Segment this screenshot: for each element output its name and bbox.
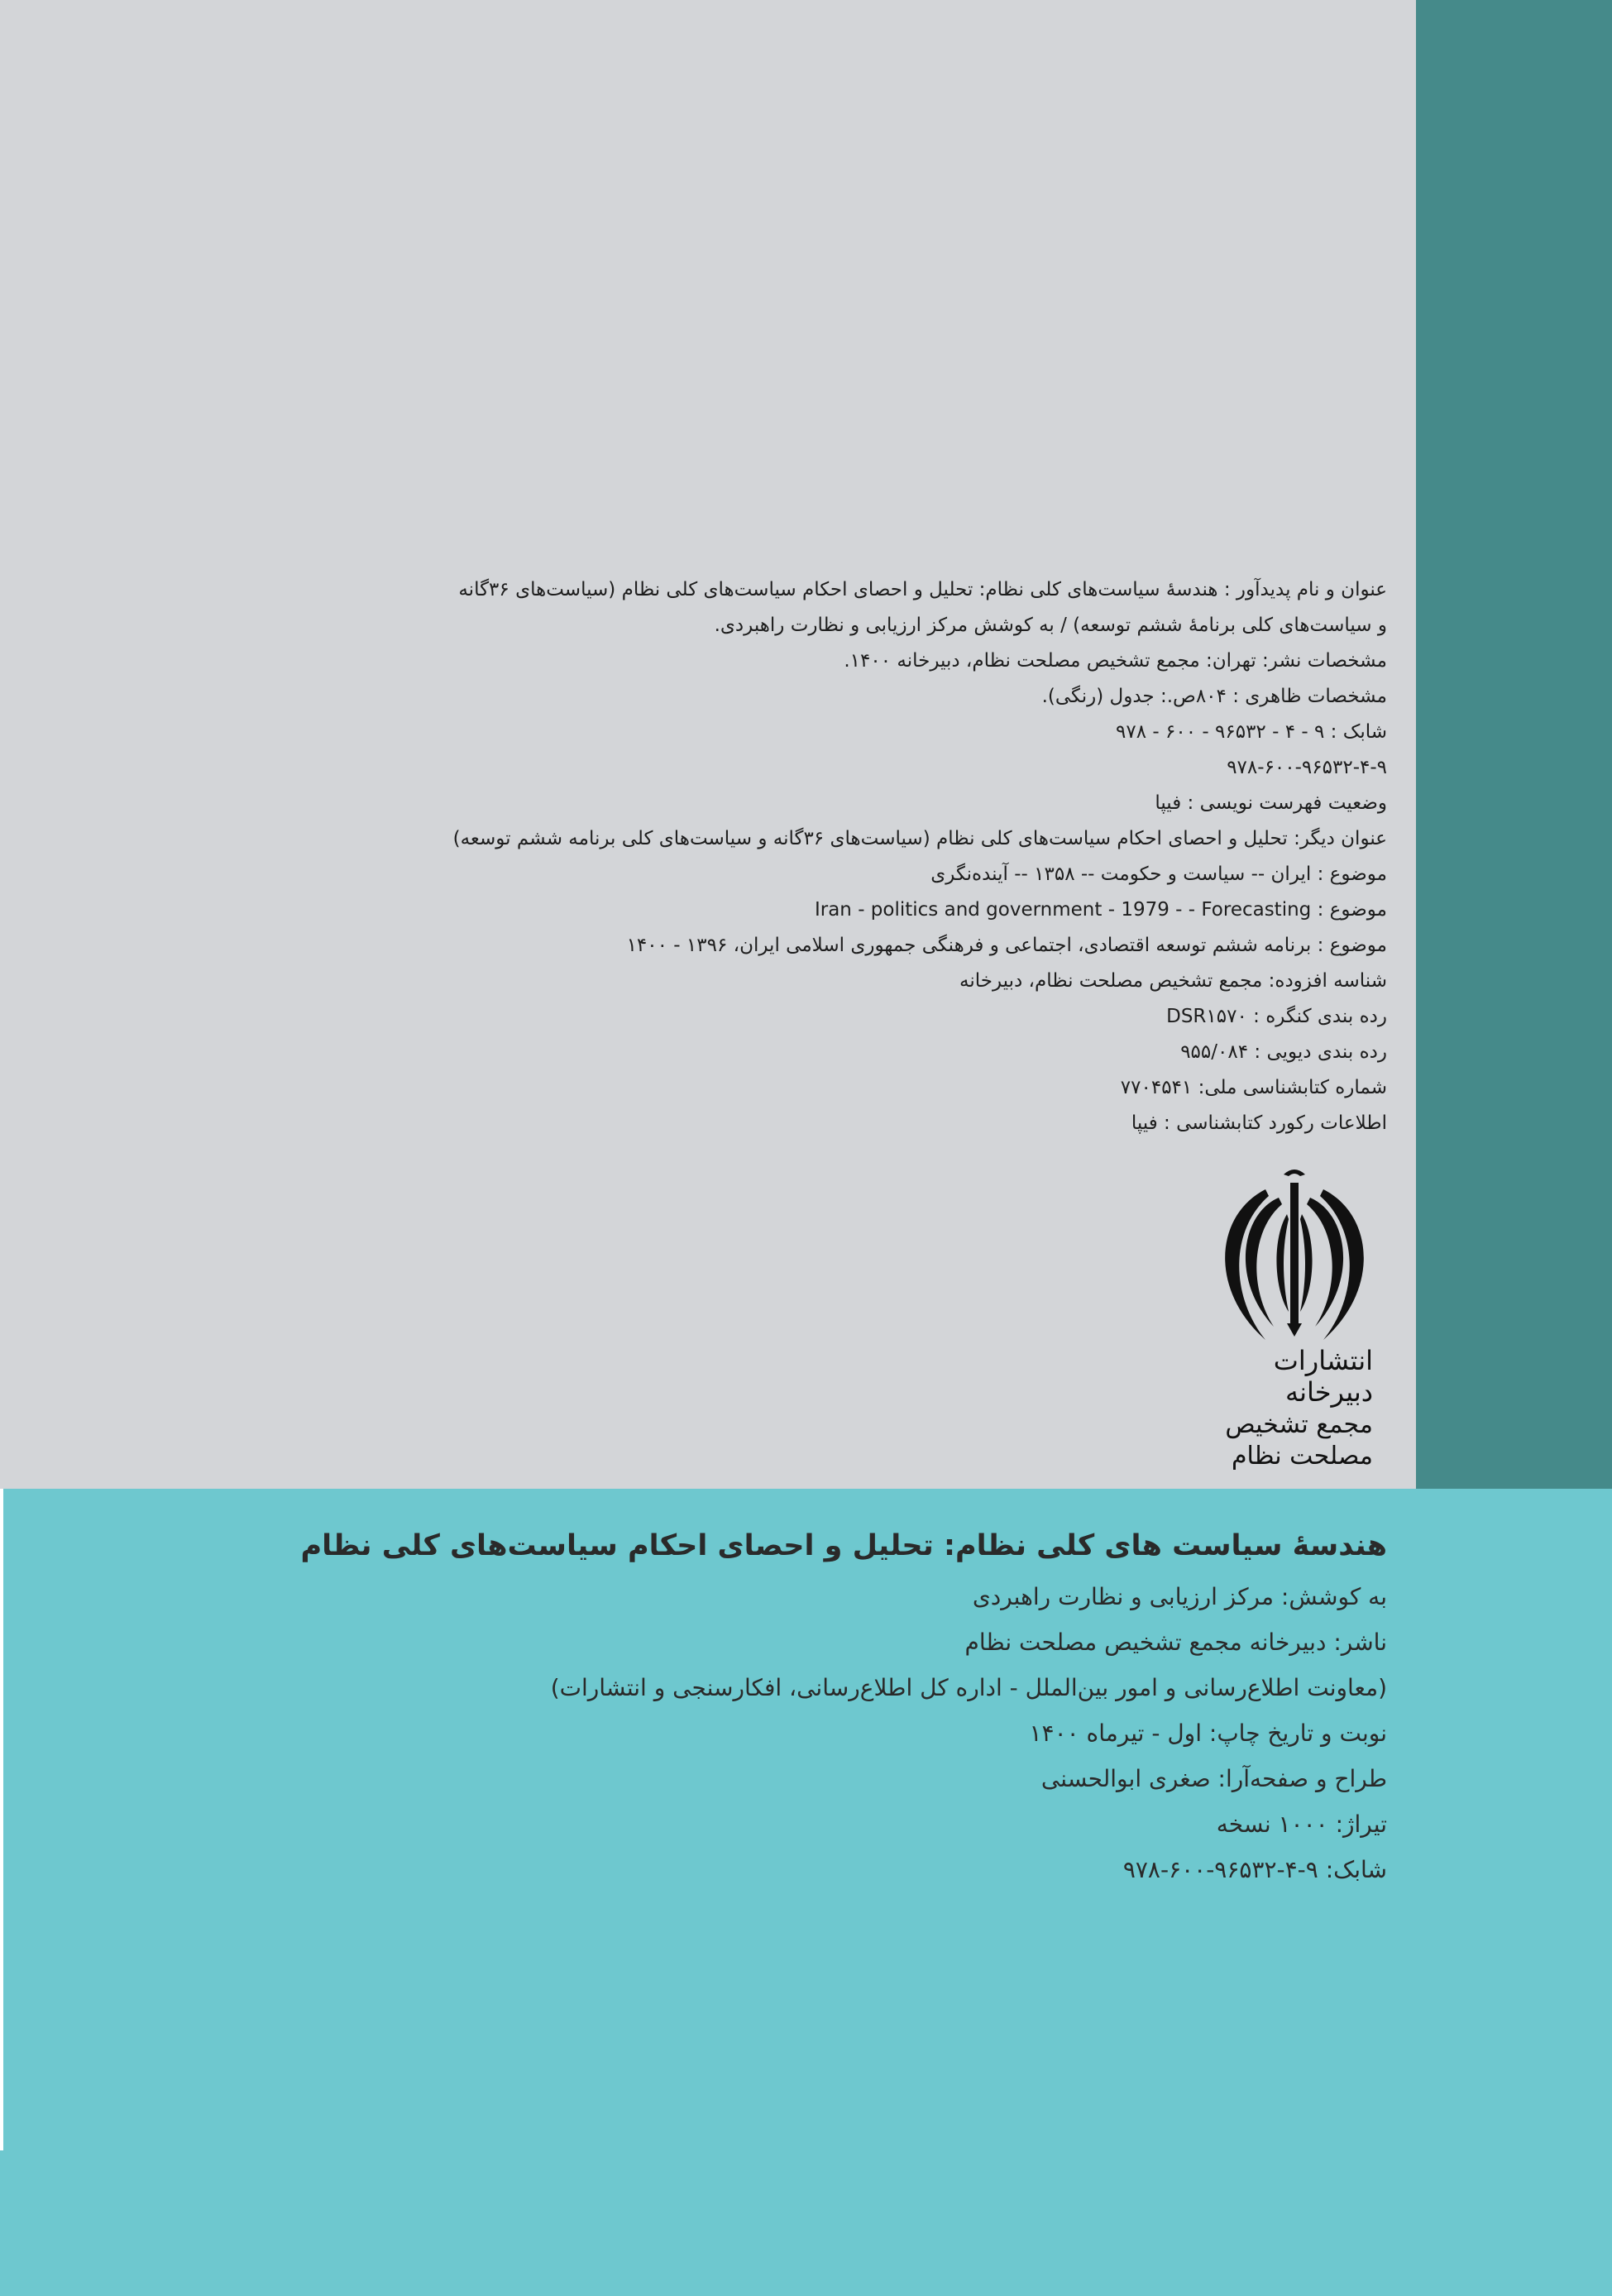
catalog-record-info: اطلاعات رکورد کتابشناسی : فیپا <box>1131 1112 1387 1134</box>
catalog-added-entry: شناسه افزوده: مجمع تشخیص مصلحت نظام، دبیرخانه <box>959 970 1387 992</box>
catalog-subject-1: موضوع : ایران -- سیاست و حکومت -- ۱۳۵۸ -- آینده‌نگری <box>930 863 1387 885</box>
catalog-isbn-value: ۹۷۸-۶۰۰-۹۶۵۳۲-۴-۹ <box>1227 757 1387 778</box>
cataloging-data <box>353 572 1387 1141</box>
catalog-publication: مشخصات نشر: تهران: مجمع تشخیص مصلحت نظام، دبیرخانه ۱۴۰۰. <box>844 650 1387 672</box>
logo-line-4: مصلحت نظام <box>1231 1442 1373 1471</box>
catalog-congress: رده بندی کنگره : DSR۱۵۷۰ <box>1166 1006 1387 1027</box>
colophon-designer: طراح و صفحه‌آرا: صغری ابوالحسنی <box>1040 1765 1387 1792</box>
catalog-physical: مشخصات ظاهری : ۸۰۴ص.: جدول (رنگی). <box>1041 686 1387 707</box>
publisher-logo <box>1208 1165 1381 1471</box>
logo-line-2: دبیرخانه <box>1284 1376 1373 1408</box>
colophon-print-run: تیراژ: ۱۰۰۰ نسخه <box>1216 1810 1387 1838</box>
catalog-isbn-label: شابک : ۹ - ۴ - ۹۶۵۳۲ - ۶۰۰ - ۹۷۸ <box>1116 721 1387 743</box>
catalog-other-title: عنوان دیگر: تحلیل و احصای احکام سیاست‌های کلی نظام (سیاست‌های ۳۶گانه و سیاست‌های کلی برنامه ششم توسعه) <box>452 828 1387 849</box>
catalog-title-line-2: و سیاست‌های کلی برنامهٔ ششم توسعه) / به کوشش مرکز ارزیابی و نظارت راهبردی. <box>714 615 1387 636</box>
colophon-title: هندسهٔ سیاست های کلی نظام: تحلیل و احصای احکام سیاست‌های کلی نظام <box>300 1529 1387 1562</box>
catalog-subject-2: موضوع : Iran - politics and government - 1979 - - Forecasting <box>814 899 1387 921</box>
left-edge-strip <box>0 1489 3 2150</box>
colophon-publisher: ناشر: دبیرخانه مجمع تشخیص مصلحت نظام <box>964 1629 1387 1656</box>
colophon-publisher-detail: (معاونت اطلاع‌رسانی و امور بین‌الملل - اداره کل اطلاع‌رسانی، افکارسنجی و انتشارات) <box>550 1674 1387 1701</box>
catalog-dewey: رده بندی دیویی : ۹۵۵/۰۸۴ <box>1180 1041 1387 1063</box>
catalog-status: وضعیت فهرست نویسی : فیپا <box>1155 792 1387 814</box>
colophon-by: به کوشش: مرکز ارزیابی و نظارت راهبردی <box>972 1583 1387 1610</box>
catalog-title-line-1: عنوان و نام پدیدآور : هندسهٔ سیاست‌های کلی نظام: تحلیل و احصای احکام سیاست‌های کلی نظام (سیاست‌های ۳۶گانه <box>458 579 1387 600</box>
colophon <box>300 1518 1387 1892</box>
catalog-national-number: شماره کتابشناسی ملی: ۷۷۰۴۵۴۱ <box>1120 1077 1387 1098</box>
catalog-subject-3: موضوع : برنامه ششم توسعه اقتصادی، اجتماعی و فرهنگی جمهوری اسلامی ایران، ۱۳۹۶ - ۱۴۰۰ <box>626 935 1387 956</box>
side-bar <box>1416 0 1612 1489</box>
logo-line-1: انتشارات <box>1273 1345 1373 1376</box>
colophon-edition: نوبت و تاریخ چاپ: اول - تیرماه ۱۴۰۰ <box>1029 1720 1387 1747</box>
logo-line-3: مجمع تشخیص <box>1225 1410 1373 1439</box>
colophon-isbn: شابک: ۹-۴-۹۶۵۳۲-۶۰۰-۹۷۸ <box>1122 1856 1387 1883</box>
emblem-icon <box>1208 1165 1381 1471</box>
